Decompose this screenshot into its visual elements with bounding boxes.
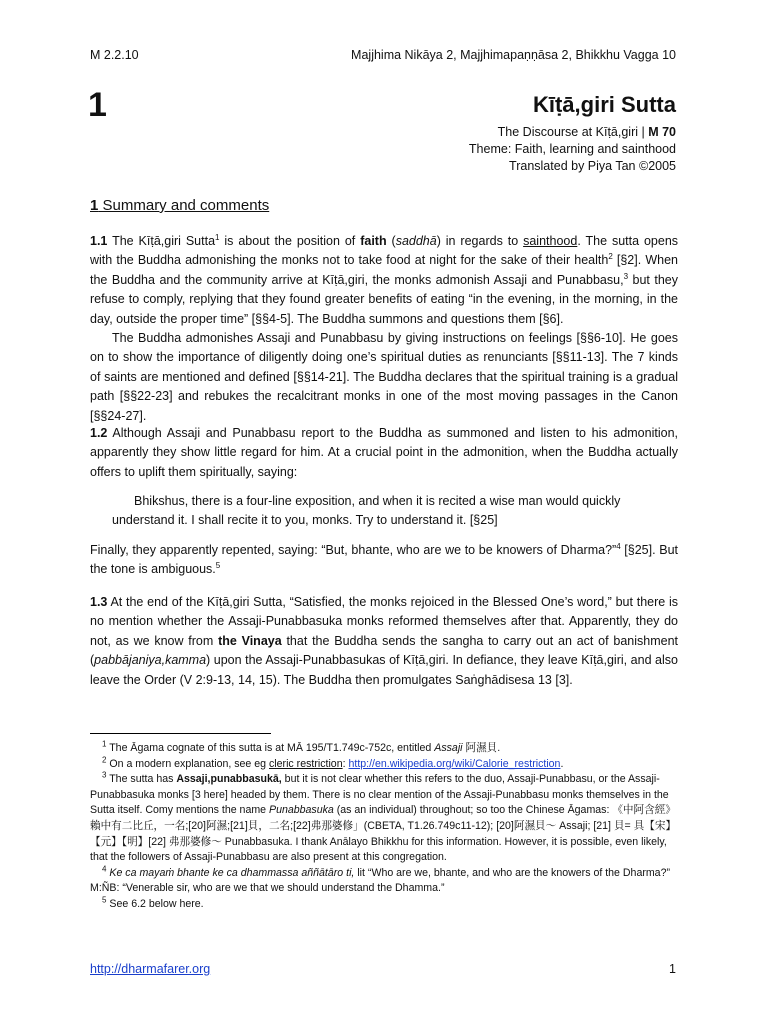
footnote-number: 3 <box>102 770 107 780</box>
pali-term: pabbājaniya,kamma <box>94 653 207 668</box>
text-run: [§25]. But the tone is ambiguous. <box>90 543 678 577</box>
text-run: At the end of the Kīṭā,giri Sutta, “Satisfied, the monks rejoiced in the Blessed One’s word,” but there is no mention whether the Assaji-Punabbasuka monks reformed themselves after that. Apparently, they do not, as we know from <box>90 595 678 648</box>
bold-term: the Vinaya <box>218 633 282 648</box>
block-quote <box>112 492 632 531</box>
bold-term: faith <box>360 234 387 248</box>
footnote-2 <box>90 757 680 773</box>
discourse-prefix: The Discourse at Kīṭā,giri | <box>497 125 649 139</box>
running-header-left: M 2.2.10 <box>90 48 139 62</box>
paragraph-1-1-continued: The Buddha admonishes Assaji and Punabbasu by giving instructions on feelings [§§6-10]. He goes on to show the importance of diligently doing one’s spiritual duties as renunciants [§§11-13]. The 7 kinds of saints are mentioned and defined [§§14-21]. The Buddha declares that the spiritual training is a gradual path [§§22-23] and rebukes the recalcitrant monks in one of the most moving passages in the Canon [§§24-27]. <box>90 331 678 423</box>
text-run: but they refuse to comply, replying that they found greater benefits of eating “in the evening, in the morning, in the day, outside the proper time” [§§4-5]. The Buddha summons and questions them [§6]. <box>90 272 678 326</box>
footnote-3 <box>90 772 680 866</box>
underlined-term: sainthood <box>523 234 578 248</box>
text-run: The Kīṭā,giri Sutta <box>107 234 216 248</box>
paragraph-1-1 <box>90 232 678 426</box>
footnotes <box>90 741 680 913</box>
paragraph-1-3 <box>90 593 678 690</box>
quote-text: Bhikshus, there is a four-line exposition, and when it is recited a wise man would quickly understand it. I shall recite it to you, monks. Try to understand it. [§25] <box>112 494 621 528</box>
theme-line: Theme: Faith, learning and sainthood <box>468 142 676 156</box>
para-number: 1.3 <box>90 595 108 609</box>
footnote-1 <box>90 741 680 757</box>
footnote-4 <box>90 866 680 897</box>
translator-line: Translated by Piya Tan ©2005 <box>509 159 676 173</box>
text-run: (as an individual) throughout; so too the Chinese Āgamas: <box>333 804 613 817</box>
paragraph-1-2 <box>90 424 678 482</box>
footnote-number: 5 <box>102 895 107 905</box>
underlined-term: cleric restriction <box>269 757 343 770</box>
discourse-ref: M 70 <box>648 125 676 139</box>
footnote-ref-1[interactable]: 1 <box>215 232 220 242</box>
italic-term: Punabbasuka <box>269 804 334 817</box>
text-run: On a modern explanation, see eg <box>106 757 269 770</box>
footnote-number: 1 <box>102 739 107 749</box>
text-run: ) upon the Assaji-Punabbasukas of Kīṭā,giri. In defiance, they leave Kīṭā,giri, and also leave the Order (V 2:9-13, 14, 15). The Buddha then promulgates Saṅghādisesa 13 [3]. <box>90 653 678 687</box>
text-run: that the Buddha sends the sangha to carry out an act of banishment ( <box>90 633 678 668</box>
text-run: ( <box>386 234 396 248</box>
footnote-ref-5[interactable]: 5 <box>215 561 221 571</box>
footnote-ref-2[interactable]: 2 <box>608 252 613 262</box>
bold-term: Assaji,punabbasukā, <box>176 773 282 786</box>
document-title: Kīṭā,giri Sutta <box>532 92 676 117</box>
text-run: lit “Who are we, bhante, and who are the knowers of the Dharma?” M:ÑB: “Venerable sir, who are we that we should understand the Dhamma.” <box>90 866 670 895</box>
footnote-5 <box>90 897 680 913</box>
text-run: [§2]. When the Buddha and the community arrive at Kīṭā,giri, the monks admonish Assaji and Punabbasu, <box>90 253 678 287</box>
para-number: 1.1 <box>90 234 108 248</box>
section-title: Summary and comments <box>98 197 270 214</box>
pali-term: saddhā <box>395 234 437 248</box>
footnote-separator <box>90 733 271 734</box>
text-run: 《中阿含經》賴中有二比丘，一名;[20]阿濕;[21]貝，二名;[22]弗那婆修」(CBETA, T1.26.749c11-12); [20]阿濕貝～ Assaji; [21] 貝= 具【宋】【元】【明】[22] 弗那婆修～ Punabbasuka. I thank Anālayo Bhikkhu for this information. However, it is possible, even likely, that the followers of Assaji-Punabbasu are also present at this congregation. <box>90 804 677 864</box>
running-header-right: Majjhima Nikāya 2, Majjhimapaṇṇāsa 2, Bhikkhu Vagga 10 <box>351 48 676 62</box>
chapter-number: 1 <box>88 86 107 124</box>
italic-term: Assaji <box>434 742 463 754</box>
text-run: Finally, they apparently repented, saying: “But, bhante, who are we to be knowers of Dharma?” <box>90 543 617 557</box>
discourse-line <box>469 124 676 141</box>
section-heading <box>90 197 269 214</box>
text-run: The Āgama cognate of this sutta is at MĀ 195/T1.749c-752c, entitled <box>106 742 435 754</box>
text-run: . The sutta opens with the Buddha admonishing the monks not to take food at night for the sake of their health <box>90 234 679 268</box>
paragraph-finally <box>90 541 678 580</box>
footnote-number: 4 <box>102 864 107 874</box>
text-run: : <box>342 757 349 770</box>
text-run: . <box>560 757 564 770</box>
title-block <box>469 92 676 175</box>
italic-term: Ke ca mayaṁ bhante ke ca dhammassa aññātāro ti, <box>109 866 355 879</box>
para-number: 1.2 <box>90 426 108 440</box>
text-run: The sutta has <box>106 773 177 786</box>
text-run: is about the position of <box>219 234 361 248</box>
footnote-ref-3[interactable]: 3 <box>623 271 629 281</box>
section-number: 1 <box>90 197 99 214</box>
text-run: Although Assaji and Punabbasu report to the Buddha as summoned and listen to his admonition, apparently they show little regard for him. At a crucial point in the admonition, when the Buddha actually offers to uplift them spiritually, saying: <box>90 426 678 479</box>
footnote-number: 2 <box>102 755 107 765</box>
wikipedia-link[interactable]: http://en.wikipedia.org/wiki/Calorie_restriction <box>348 757 561 770</box>
footer-website-link[interactable]: http://dharmafarer.org <box>90 962 211 976</box>
text-run: but it is not clear whether this refers to the duo, Assaji-Punabbasu, or the Assaji-Punabbasuka monks [3 here] headed by them. There is no clear mention of the Assaji-Punabbasu monks themselves in the Sutta itself. Comy mentions the name <box>90 773 669 817</box>
text-run: 阿濕貝. <box>462 742 501 754</box>
footnote-ref-4[interactable]: 4 <box>616 541 621 551</box>
text-run: ) in regards to <box>436 234 524 248</box>
page-number: 1 <box>669 962 676 976</box>
text-run: See 6.2 below here. <box>106 897 204 910</box>
